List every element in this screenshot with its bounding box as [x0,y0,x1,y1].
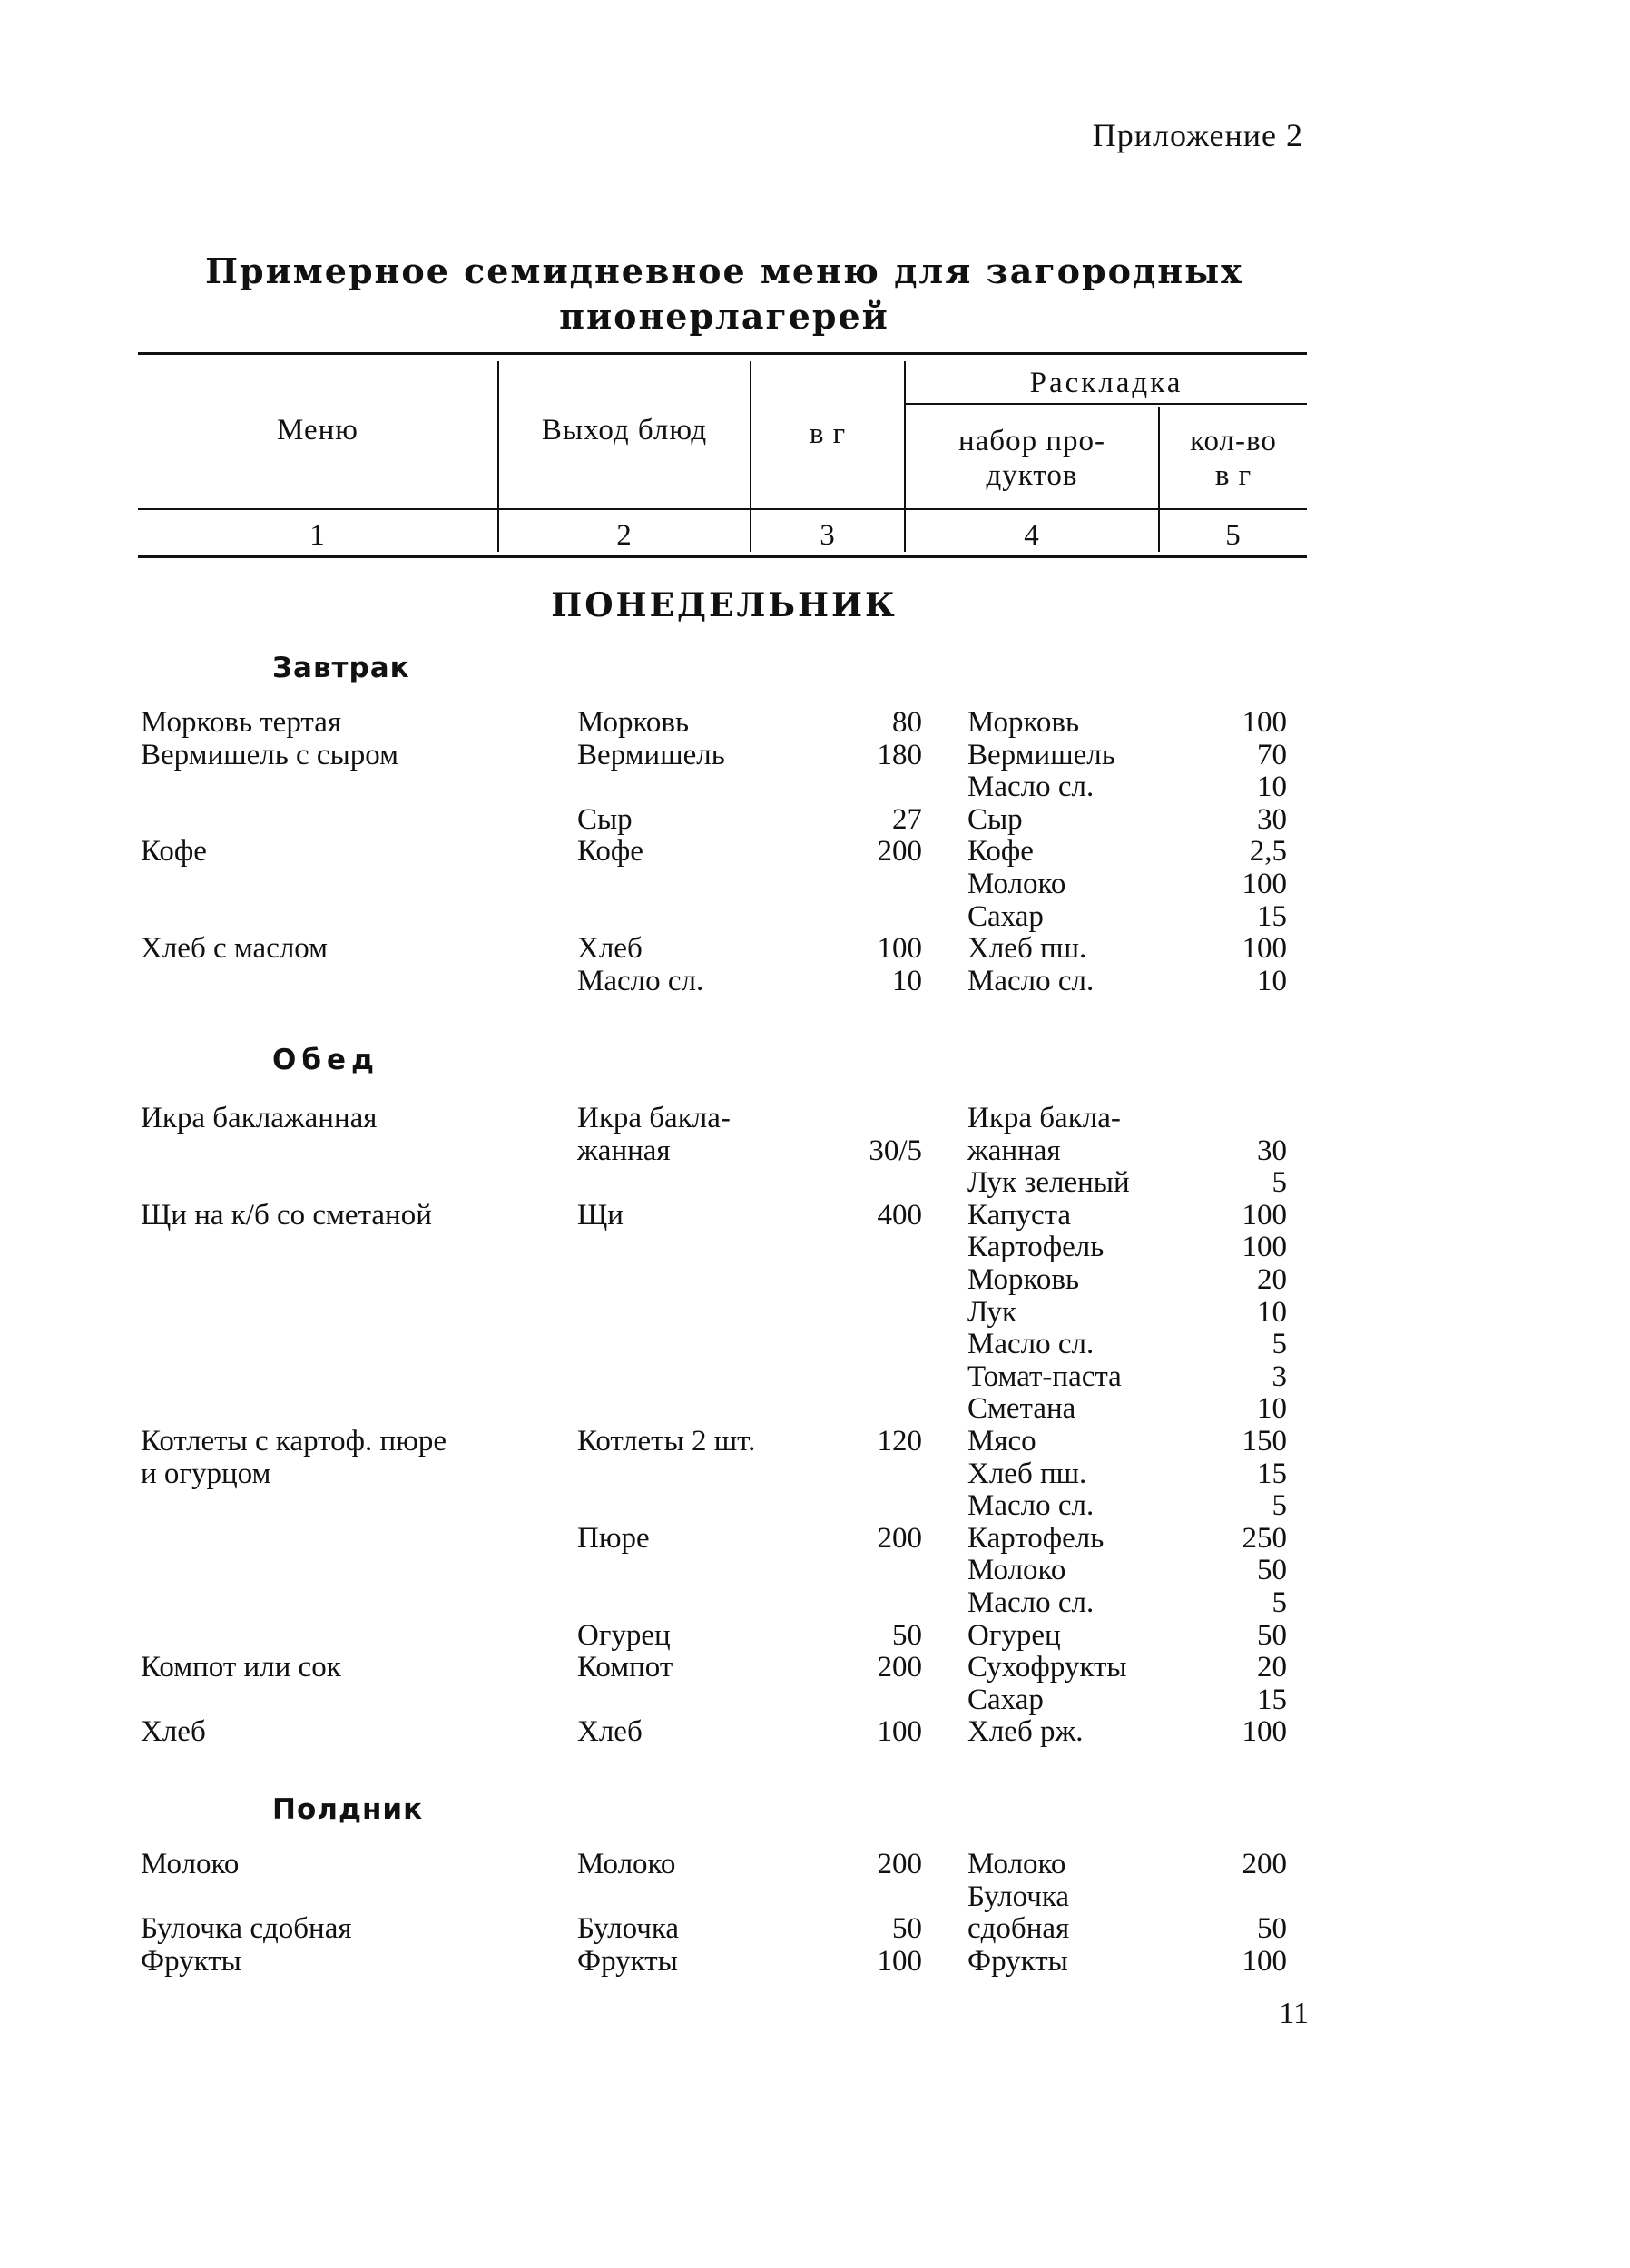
table-row [0,900,1630,933]
column-number: 5 [1225,519,1242,552]
product-name: Морковь [967,1263,1080,1296]
menu-item: Молоко [141,1848,240,1880]
product-quantity: 250 [1242,1521,1287,1555]
header-qty-line-2: в г [1214,459,1252,492]
product-quantity: 10 [1257,964,1287,997]
product-name: Капуста [967,1198,1072,1232]
table-row [0,1360,1630,1393]
column-number: 3 [820,519,836,552]
product-name: Масло сл. [967,1489,1095,1523]
product-quantity: 2,5 [1249,835,1287,869]
product-quantity: 50 [1257,1554,1287,1587]
product-name: Лук [967,1295,1017,1329]
table-row [0,1102,1630,1134]
column-number: 1 [309,519,326,552]
product-name: Булочка [967,1880,1070,1913]
product-name: Кофе [967,835,1034,869]
table-row [0,1619,1630,1652]
product-name: Сухофрукты [967,1651,1127,1684]
meal-heading: Завтрак [272,652,410,684]
product-quantity: 100 [1242,932,1287,966]
product-quantity: 10 [1257,1295,1287,1329]
dish-output: жанная [577,1134,671,1167]
table-row [0,1296,1630,1329]
product-quantity: 100 [1242,1231,1287,1264]
product-quantity: 100 [1242,1198,1287,1232]
product-quantity: 10 [1257,1392,1287,1426]
product-quantity: 100 [1242,868,1287,900]
dish-weight: 400 [877,1198,922,1232]
product-name: Томат-паста [967,1360,1122,1393]
dish-weight: 30/5 [869,1134,922,1167]
dish-output: Сыр [577,802,633,836]
product-quantity: 5 [1272,1489,1287,1523]
table-row [0,1848,1630,1880]
table-row [0,1651,1630,1684]
product-quantity: 30 [1257,1134,1287,1167]
dish-weight: 100 [877,1715,922,1749]
menu-item: Вермишель с сыром [141,738,398,771]
dish-output: Вермишель [577,738,725,771]
product-name: жанная [967,1134,1061,1167]
product-quantity: 100 [1242,1715,1287,1749]
meal-heading: Полдник [272,1793,424,1826]
header-bottom-rule [138,555,1307,558]
product-quantity: 20 [1257,1651,1287,1684]
dish-output: Булочка [577,1912,680,1946]
product-quantity: 70 [1257,738,1287,771]
table-row [0,1554,1630,1586]
dish-output: Котлеты 2 шт. [577,1425,756,1458]
dish-weight: 50 [892,1912,922,1946]
product-quantity: 5 [1272,1586,1287,1619]
product-quantity: 10 [1257,771,1287,804]
product-name: Молоко [967,1848,1066,1880]
dish-weight: 80 [892,706,922,739]
day-heading: ПОНЕДЕЛЬНИК [551,586,898,624]
product-name: Молоко [967,1554,1066,1587]
product-quantity: 100 [1242,706,1287,739]
menu-item: Морковь тертая [141,706,342,739]
table-row [0,1231,1630,1263]
product-quantity: 3 [1272,1360,1287,1393]
dish-weight: 180 [877,738,922,771]
dish-output: Хлеб [577,932,643,966]
dish-weight: 200 [877,835,922,869]
product-quantity: 150 [1242,1425,1287,1458]
table-row [0,1425,1630,1458]
page-number: 11 [1279,1997,1309,2030]
dish-weight: 200 [877,1848,922,1880]
header-grams: в г [809,417,847,450]
table-row [0,803,1630,836]
product-name: Масло сл. [967,964,1095,997]
product-name: Хлеб пш. [967,932,1087,966]
header-dish-output: Выход блюд [541,414,708,447]
dish-output: Кофе [577,835,643,869]
product-name: сдобная [967,1912,1070,1946]
dish-output: Молоко [577,1848,676,1880]
table-row [0,1715,1630,1748]
product-name: Морковь [967,706,1080,739]
table-row [0,965,1630,997]
product-name: Сметана [967,1392,1076,1426]
table-row [0,1880,1630,1913]
menu-item: и огурцом [141,1457,271,1490]
dish-weight: 100 [877,932,922,966]
product-name: Лук зеленый [967,1166,1130,1200]
table-row [0,1684,1630,1716]
product-quantity: 15 [1257,1683,1287,1716]
header-layout-group: Раскладка [1029,367,1183,399]
product-name: Вермишель [967,738,1115,771]
product-name: Хлеб рж. [967,1715,1084,1749]
product-quantity: 5 [1272,1166,1287,1200]
table-row [0,932,1630,965]
dish-output: Масло сл. [577,964,704,997]
product-name: Фрукты [967,1944,1068,1978]
dish-output: Икра бакла- [577,1102,731,1134]
table-row [0,1522,1630,1555]
table-row [0,1199,1630,1232]
table-row [0,1166,1630,1199]
table-row [0,1392,1630,1425]
table-row [0,1134,1630,1167]
table-row [0,1458,1630,1490]
menu-item: Компот или сок [141,1651,341,1684]
menu-item: Котлеты с картоф. пюре [141,1425,447,1458]
dish-weight: 10 [892,964,922,997]
table-row [0,1328,1630,1360]
table-row [0,1912,1630,1945]
product-name: Масло сл. [967,1586,1095,1619]
product-name: Масло сл. [967,771,1095,804]
product-quantity: 50 [1257,1618,1287,1652]
menu-item: Икра баклажанная [141,1102,378,1134]
product-quantity: 15 [1257,1457,1287,1490]
product-quantity: 30 [1257,802,1287,836]
table-row [0,1263,1630,1296]
product-name: Картофель [967,1521,1105,1555]
dish-weight: 200 [877,1651,922,1684]
header-products-line-2: дуктов [986,459,1078,492]
dish-output: Морковь [577,706,690,739]
product-quantity: 15 [1257,899,1287,933]
dish-output: Пюре [577,1521,650,1555]
header-mid-rule [138,508,1307,510]
column-number: 4 [1024,519,1040,552]
product-name: Сахар [967,1683,1044,1716]
dish-weight: 50 [892,1618,922,1652]
table-row [0,1945,1630,1978]
product-quantity: 20 [1257,1263,1287,1296]
dish-output: Компот [577,1651,673,1684]
header-qty-line-1: кол-во [1190,425,1277,457]
group-rule [906,403,1307,405]
table-row [0,771,1630,803]
product-quantity: 50 [1257,1912,1287,1946]
meal-heading: Обед [272,1044,380,1076]
product-name: Масло сл. [967,1328,1095,1361]
table-row [0,868,1630,900]
header-top-rule [138,352,1307,355]
header-menu: Меню [277,414,358,447]
table-row [0,739,1630,771]
menu-item: Хлеб с маслом [141,932,329,966]
dish-weight: 200 [877,1521,922,1555]
table-row [0,706,1630,739]
appendix-label: Приложение 2 [1092,117,1303,153]
table-row [0,835,1630,868]
product-name: Икра бакла- [967,1102,1121,1134]
product-name: Сыр [967,802,1023,836]
product-name: Мясо [967,1425,1036,1458]
dish-output: Хлеб [577,1715,643,1749]
page-title-line-2: пионерлагерей [559,296,889,337]
dish-output: Щи [577,1198,624,1232]
product-quantity: 200 [1242,1848,1287,1880]
header-products-line-1: набор про- [958,425,1105,457]
dish-weight: 27 [892,802,922,836]
menu-item: Кофе [141,835,207,869]
product-name: Сахар [967,899,1044,933]
product-quantity: 5 [1272,1328,1287,1361]
menu-item: Щи на к/б со сметаной [141,1198,432,1232]
product-name: Огурец [967,1618,1061,1652]
table-row [0,1586,1630,1619]
product-quantity: 100 [1242,1944,1287,1978]
menu-item: Фрукты [141,1944,241,1978]
product-name: Молоко [967,868,1066,900]
product-name: Картофель [967,1231,1105,1264]
dish-output: Фрукты [577,1944,678,1978]
page-title-line-1: Примерное семидневное меню для загородных [205,250,1243,291]
table-row [0,1489,1630,1522]
dish-weight: 100 [877,1944,922,1978]
column-number: 2 [616,519,633,552]
dish-weight: 120 [877,1425,922,1458]
dish-output: Огурец [577,1618,671,1652]
menu-item: Хлеб [141,1715,206,1749]
menu-item: Булочка сдобная [141,1912,352,1946]
product-name: Хлеб пш. [967,1457,1087,1490]
